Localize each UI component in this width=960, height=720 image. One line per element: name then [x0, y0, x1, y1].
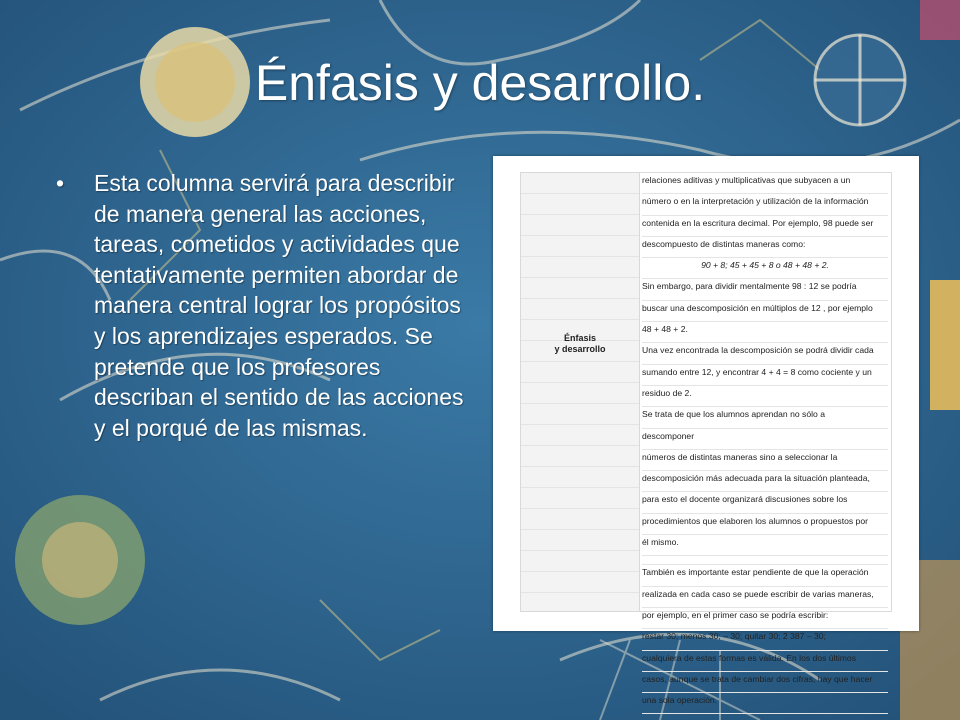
document-line: números de distintas maneras sino a seleccionar la	[642, 450, 888, 471]
bullet-dot-icon: •	[56, 170, 65, 196]
document-label-column	[521, 173, 640, 611]
document-line: para esto el docente organizará discusiones sobre los	[642, 492, 888, 513]
document-line: Sin embargo, para dividir mentalmente 98 : 12 se podría	[642, 279, 888, 300]
slide-title: Énfasis y desarrollo.	[254, 55, 706, 111]
document-line: 48 + 48 + 2.	[642, 322, 888, 343]
document-text-column	[640, 173, 891, 706]
bullet-list	[56, 168, 466, 443]
document-line: sumando entre 12, y encontrar 4 + 4 = 8 como cociente y un	[642, 365, 888, 386]
document-line: contenida en la escritura decimal. Por ejemplo, 98 puede ser	[642, 216, 888, 237]
document-line: residuo de 2.	[642, 386, 888, 407]
document-line: Se trata de que los alumnos aprendan no sólo a	[642, 407, 888, 428]
document-label-line-2: y desarrollo	[554, 344, 606, 354]
document-image	[493, 156, 919, 706]
document-line: procedimientos que elaboren los alumnos o propuestos por	[642, 514, 888, 535]
document-line: por ejemplo, en el primer caso se podría escribir:	[642, 608, 888, 629]
document-line: número o en la interpretación y utilización de la información	[642, 194, 888, 215]
document-line: descompuesto de distintas maneras como:	[642, 237, 888, 258]
document-line: descomponer	[642, 429, 888, 450]
document-label	[521, 333, 639, 355]
document-line: realizada en cada caso se puede escribir de varias maneras,	[642, 587, 888, 608]
document-line: 90 + 8; 45 + 45 + 8 o 48 + 48 + 2.	[642, 258, 888, 279]
document-line: casos, aunque se trata de cambiar dos cifras, hay que hacer	[642, 672, 888, 693]
document-table	[520, 172, 892, 706]
document-line: él mismo.	[642, 535, 888, 556]
document-line: relaciones aditivas y multiplicativas que subyacen a un	[642, 173, 888, 194]
document-line: cualquiera de estas formas es válida. En los dos últimos	[642, 651, 888, 672]
bullet-text: Esta columna servirá para describir de manera general las acciones, tareas, cometidos y actividades que tentativamente permiten abordar de manera central lograr los propósitos y los aprendizajes esperados. Se pretende que los profesores describan el sentido de las acciones y el porqué de las mismas.	[94, 170, 464, 441]
document-spacer	[642, 556, 888, 565]
document-line: Una vez encontrada la descomposición se podrá dividir cada	[642, 343, 888, 364]
document-line: restar 30; menos 30; – 30; quitar 30; 2 387 – 30;	[642, 629, 888, 650]
document-line: descomposición más adecuada para la situación planteada,	[642, 471, 888, 492]
bullet-item	[56, 168, 466, 443]
document-label-line-1: Énfasis	[563, 333, 596, 343]
document-line: una sola operación.	[642, 693, 888, 714]
document-line: También es importante estar pendiente de que la operación	[642, 565, 888, 586]
document-line: buscar una descomposición en múltiplos de 12 , por ejemplo	[642, 301, 888, 322]
